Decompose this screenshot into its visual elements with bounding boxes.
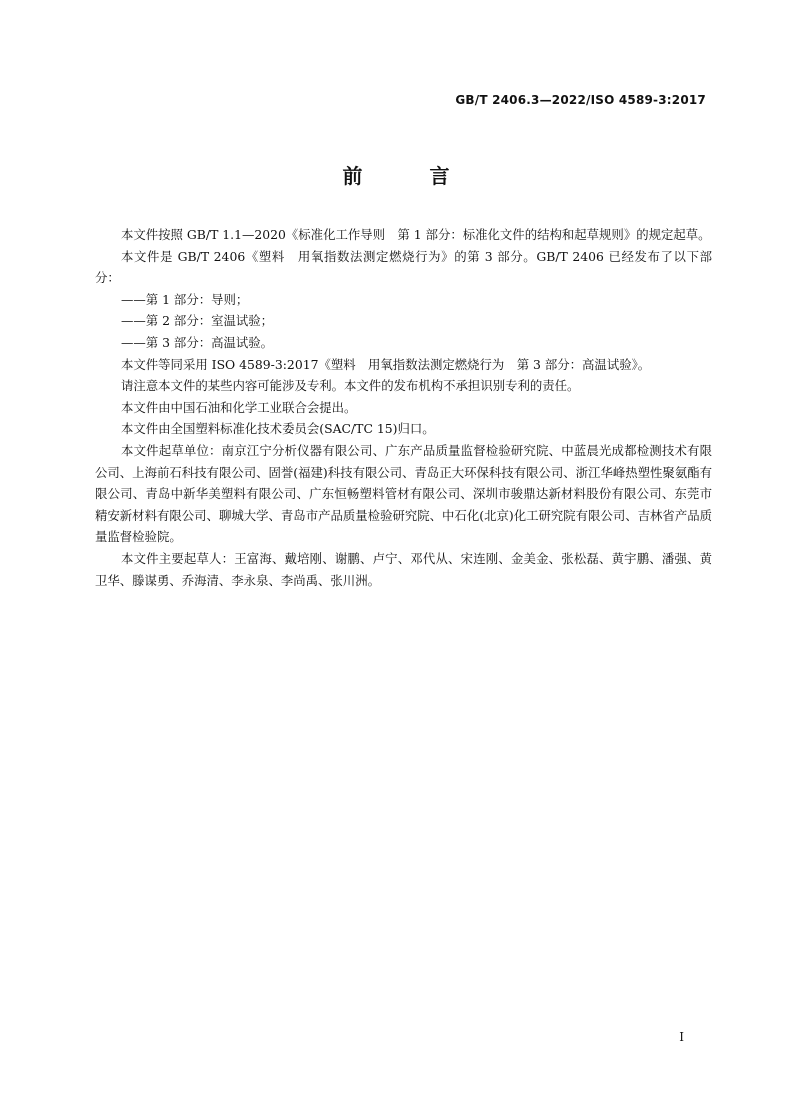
paragraph: 本文件由中国石油和化学工业联合会提出。 [121,399,357,415]
paragraph: 本文件按照 GB/T 1.1—2020《标准化工作导则 第 1 部分：标准化文件的结构和起草规则》的规定起草。 [121,227,711,242]
paragraph: 本文件是 GB/T 2406《塑料 用氧指数法测定燃烧行为》的第 3 部分。GB/T 2406 已经发布了以下部分： [95,248,712,286]
paragraph: 本文件由全国塑料标准化技术委员会(SAC/TC 15)归口。 [121,421,435,437]
paragraph: 请注意本文件的某些内容可能涉及专利。本文件的发布机构不承担识别专利的责任。 [121,378,580,394]
foreword-body [95,224,712,591]
standard-number: GB/T 2406.3—2022/ISO 4589-3:2017 [455,93,706,107]
paragraph: 本文件等同采用 ISO 4589-3:2017《塑料 用氧指数法测定燃烧行为 第 3 部分：高温试验》。 [121,356,651,372]
paragraph: 本文件起草单位：南京江宁分析仪器有限公司、广东产品质量监督检验研究院、中蓝晨光成都检测技术有限公司、上海前石科技有限公司、固誉(福建)科技有限公司、青岛正大环保科技有限公司、浙江华峰热塑性聚氨酯有限公司、青岛中新华美塑料有限公司、广东恒畅塑料管材有限公司、深圳市骏鼎达新材料股份有限公司、东莞市精安新材料有限公司、聊城大学、青岛市产品质量检验研究院、中石化(北京)化工研究院有限公司、吉林省产品质量监督检验院。 [95,442,712,545]
list-item: ——第 2 部分：室温试验； [121,313,274,329]
list-item: ——第 1 部分：导则； [121,291,249,307]
paragraph: 本文件主要起草人：王富海、戴培刚、谢鹏、卢宁、邓代从、宋连刚、金美金、张松磊、黄宇鹏、潘强、黄卫华、滕谋勇、乔海清、李永泉、李尚禹、张川洲。 [95,550,712,588]
page-title: 前 言 [342,164,480,188]
page-number: I [679,1030,684,1044]
list-item: ——第 3 部分：高温试验。 [121,334,274,350]
